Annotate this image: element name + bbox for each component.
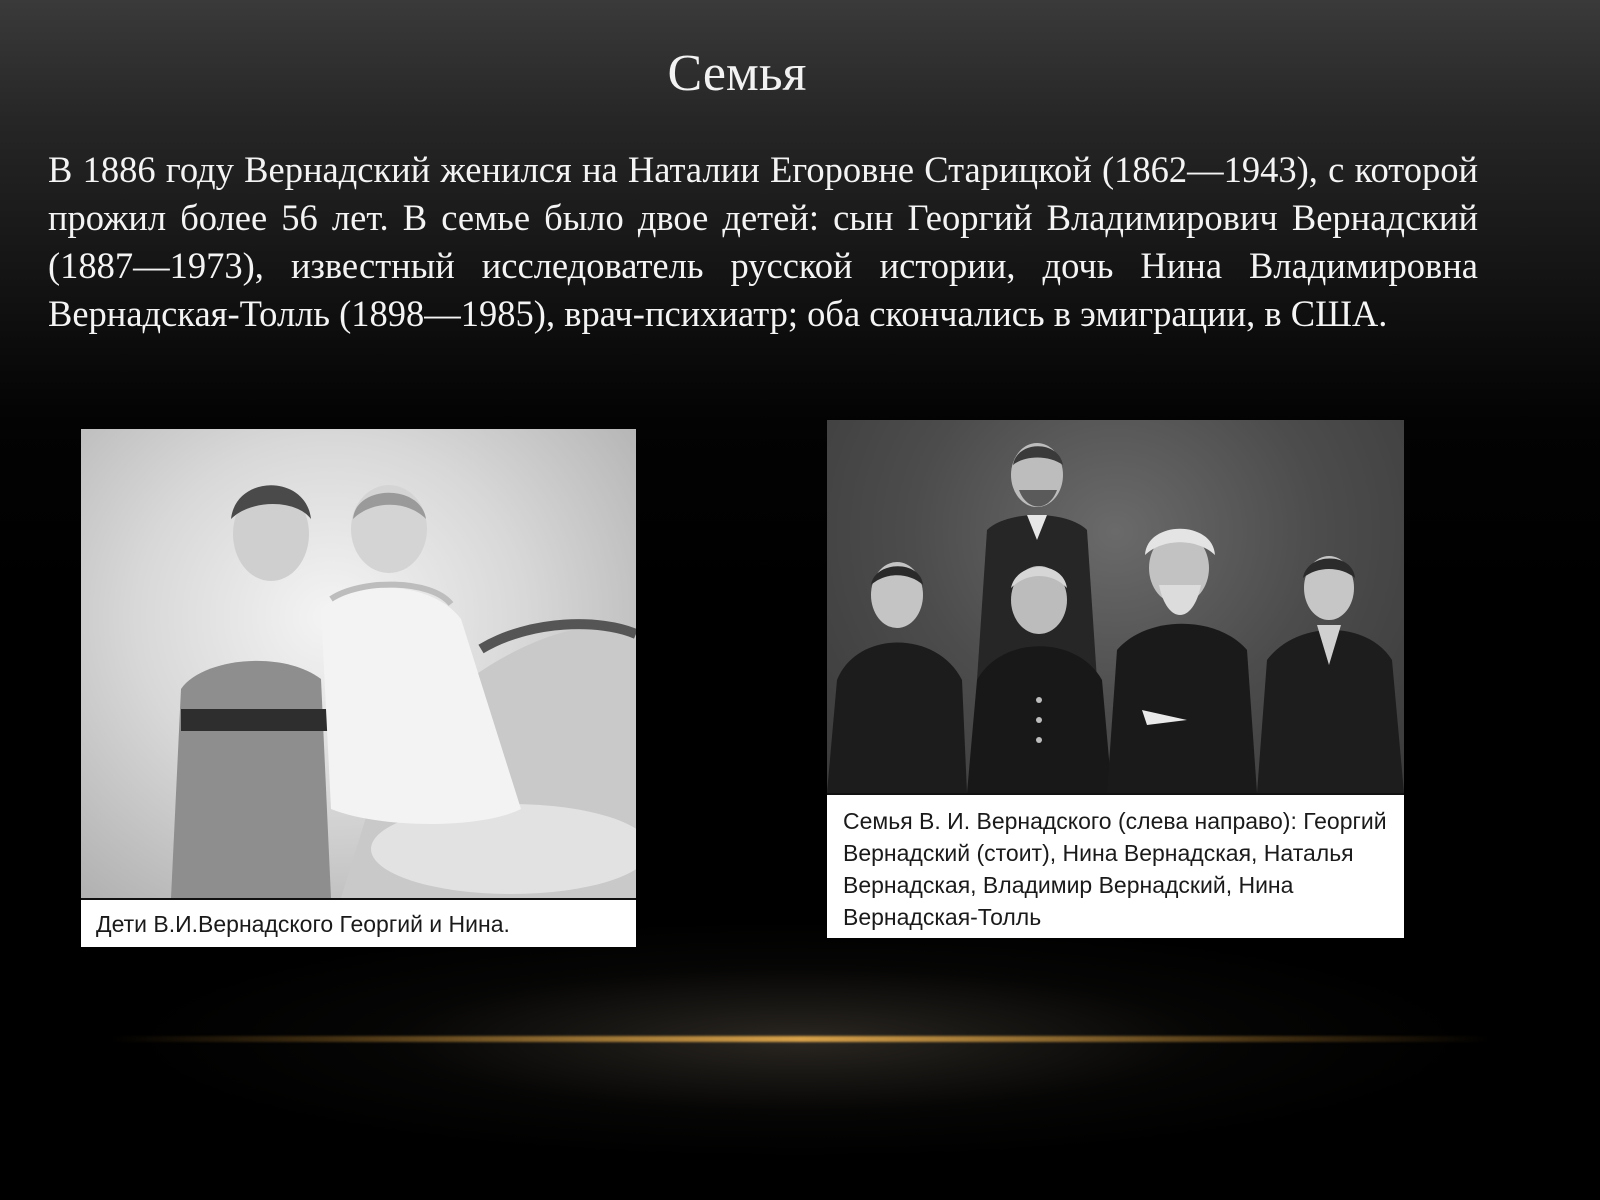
family-photo-illustration: [827, 420, 1404, 793]
photo-card-family: [827, 420, 1404, 938]
photo-caption-family: Семья В. И. Вернадского (слева направо): Георгий Вернадский (стоит), Нина Вернадская, Наталья Вернадская, Владимир Вернадский, Нина Вернадская-Толль: [827, 793, 1404, 938]
children-photo-illustration: [81, 429, 636, 898]
slide-body-text: В 1886 году Вернадский женился на Наталии Егоровне Старицкой (1862—1943), с которой прожил более 56 лет. В семье было двое детей: сын Георгий Владимирович Вернадский (1887—1973), известный исследователь русской истории, дочь Нина Владимировна Вернадская-Толль (1898—1985), врач-психиатр; оба скончались в эмиграции, в США.: [48, 149, 1478, 334]
photo-caption-children: Дети В.И.Вернадского Георгий и Нина.: [81, 898, 636, 947]
photo-card-children: [81, 429, 636, 947]
decorative-gold-line: [110, 1036, 1490, 1042]
photo-children: [81, 429, 636, 898]
photo-family: [827, 420, 1404, 793]
slide-title: Семья: [667, 45, 807, 102]
